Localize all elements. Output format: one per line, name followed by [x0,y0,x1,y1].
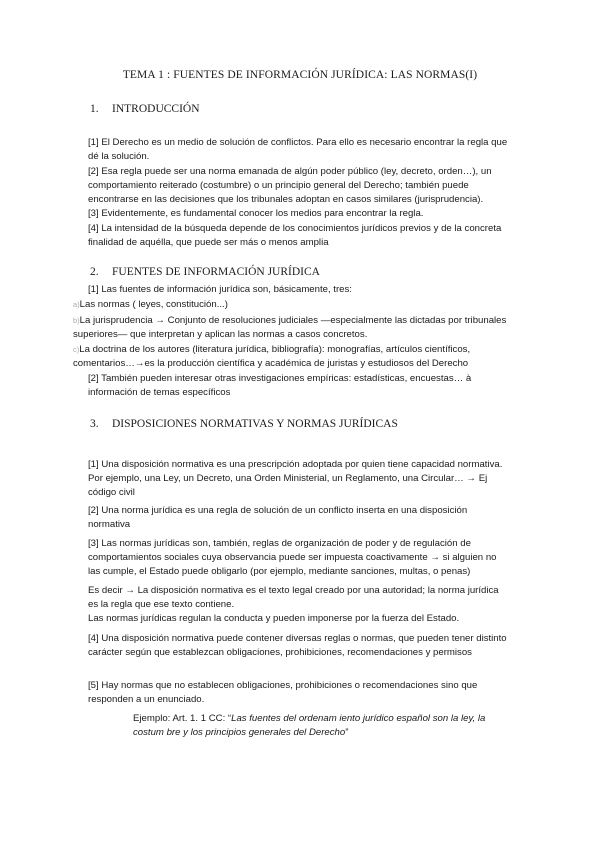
list-item [73,298,508,312]
example-suffix: ” [345,726,349,738]
section-number: 1. [90,103,99,115]
example-prefix: Ejemplo: Art. 1. 1 CC: “ [133,713,232,724]
list-marker: c) [73,345,80,354]
paragraph: [2] Una norma jurídica es una regla de solución de un conflicto inserta en una disposición normativa [88,505,468,530]
paragraph: [1] Las fuentes de información jurídica son, básicamente, tres: [88,284,352,295]
paragraph: [5] Hay normas que no establecen obligaciones, prohibiciones o recomendaciones sino que responden a un enunciado. [88,680,478,705]
section-title: INTRODUCCIÓN [112,103,200,115]
paragraph: Las normas jurídicas regulan la conducta y pueden imponerse por la fuerza del Estado. [88,613,460,624]
paragraph: [3] Evidentemente, es fundamental conocer los medios para encontrar la regla. [88,208,424,219]
list-item [73,314,508,342]
list-item-text: La jurisprudencia → Conjunto de resoluciones judiciales —especialmente las dictadas por tribunales superiores— que interpretan y aplican las normas a casos concretos. [73,315,507,340]
document-title: TEMA 1 : FUENTES DE INFORMACIÓN JURÍDICA: LAS NORMAS(I) [122,69,478,81]
list-marker: a) [73,300,80,309]
paragraph: [4] Una disposición normativa puede contener diversas reglas o normas, que pueden tener distinto carácter según que establezcan obligaciones, prohibiciones, recomendaciones y permisos [88,633,507,658]
paragraph: [3] Las normas jurídicas son, también, reglas de organización de poder y de regulación de comportamientos sociales cuya observancia puede ser impuesta coactivamente → si alguien no las cumple, el Estado puede obligarlo (por ejemplo, mediante sanciones, multas, o penas) [88,538,497,577]
section-number: 2. [90,266,99,278]
example-citation [133,712,508,739]
list-item-text: Las normas ( leyes, constitución...) [79,299,228,310]
section-heading-fuentes [90,266,320,278]
paragraph: [4] La intensidad de la búsqueda depende de los conocimientos jurídicos previos y de la concreta finalidad de aquélla, que puede ser más o menos amplia [88,223,502,248]
paragraph: Es decir → La disposición normativa es el texto legal creado por una autoridad; la norma jurídica es la regla que ese texto contiene. [88,585,499,610]
example-quote: Las fuentes del ordenam iento jurídico español son la ley, la costum bre y los principios generales del Derecho [133,713,486,738]
paragraph: [1] Una disposición normativa es una prescripción adoptada por quien tiene capacidad normativa. Por ejemplo, una Ley, un Decreto, una Orden Ministerial, un Reglamento, una Circular… → Ej código civil [88,459,503,498]
list-marker: b) [73,316,80,325]
section-title: DISPOSICIONES NORMATIVAS Y NORMAS JURÍDICAS [112,418,398,430]
paragraph: [1] El Derecho es un medio de solución de conflictos. Para ello es necesario encontrar la regla que dé la solución. [88,137,508,162]
paragraph: [2] También pueden interesar otras investigaciones empíricas: estadísticas, encuestas… à información de temas específicos [88,373,472,398]
list-item [73,343,508,371]
section-heading-introduccion [90,103,200,115]
list-item-text: La doctrina de los autores (literatura jurídica, bibliografía): monografías, artículos científicos, comentarios…→es la producción científica y académica de juristas y estudiosos del Derecho [73,344,471,369]
section-heading-disposiciones [90,418,398,430]
section-number: 3. [90,418,99,430]
section-title: FUENTES DE INFORMACIÓN JURÍDICA [112,266,320,278]
paragraph: [2] Esa regla puede ser una norma emanada de algún poder público (ley, decreto, orden…), un comportamiento reiterado (costumbre) o un principio general del Derecho; también puede encontrarse en las decisiones que los tribunales adoptan en casos similares (jurisprudencia). [88,166,492,205]
